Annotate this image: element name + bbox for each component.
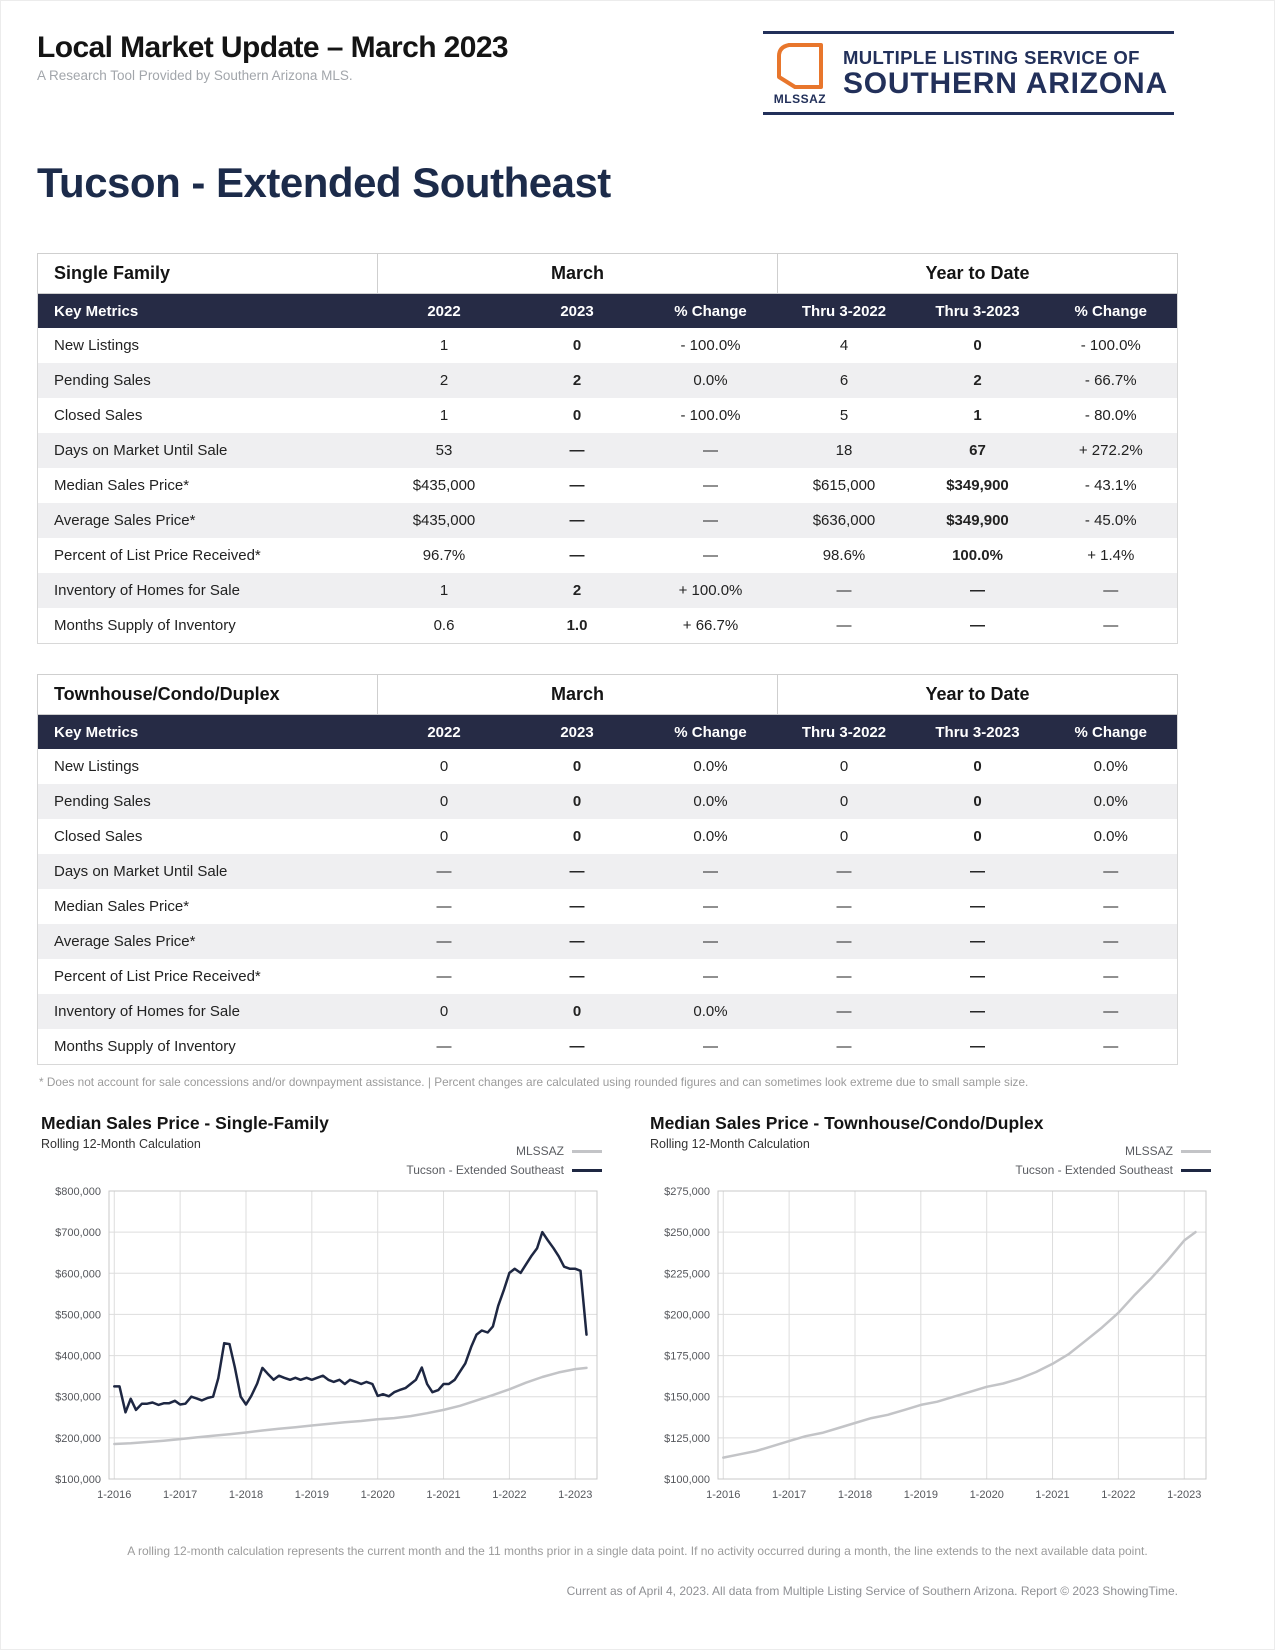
table-row <box>38 784 1178 819</box>
metric-value: 0.0% <box>1093 793 1128 810</box>
metric-value: — <box>970 968 985 985</box>
legend-line-swatch <box>572 1169 602 1172</box>
column-header: Thru 3-2023 <box>911 294 1045 329</box>
chart-title: Median Sales Price - Townhouse/Condo/Duplex <box>650 1113 1044 1133</box>
metric-value: — <box>703 1038 718 1055</box>
logo-line1: MULTIPLE LISTING SERVICE OF <box>842 47 1140 69</box>
metric-value: — <box>569 1038 585 1055</box>
legend-line-swatch <box>572 1150 602 1153</box>
report-header-left <box>37 31 508 83</box>
table-row <box>38 433 1178 468</box>
metric-value: — <box>836 933 852 950</box>
metric-value: — <box>436 1038 452 1055</box>
metric-value: 0.6 <box>433 617 455 634</box>
svg-text:$800,000: $800,000 <box>55 1186 101 1198</box>
metric-value: — <box>569 863 585 880</box>
column-header: 2022 <box>378 294 511 329</box>
table-row <box>38 573 1178 608</box>
metric-label: Percent of List Price Received* <box>54 547 261 564</box>
svg-text:$100,000: $100,000 <box>664 1474 710 1486</box>
metric-value: — <box>569 968 585 985</box>
column-header: 2023 <box>511 294 644 329</box>
metric-value: $636,000 <box>812 512 876 529</box>
metric-value: 53 <box>435 442 453 459</box>
metric-value: — <box>970 933 985 950</box>
chart-head <box>41 1113 606 1179</box>
column-group-header: Year to Date <box>778 254 1178 294</box>
metric-value: 0 <box>572 1003 582 1020</box>
metric-value: 0.0% <box>1093 758 1128 775</box>
svg-text:$150,000: $150,000 <box>664 1391 710 1404</box>
metric-value: — <box>1103 968 1119 985</box>
logo-abbr: MLSSAZ <box>773 92 827 106</box>
svg-text:1-2017: 1-2017 <box>771 1489 807 1501</box>
table-row <box>38 468 1178 503</box>
metric-value: — <box>703 898 718 915</box>
table-row <box>38 538 1178 573</box>
metric-value: — <box>836 898 852 915</box>
column-header: Key Metrics <box>38 294 378 329</box>
column-header: Thru 3-2022 <box>778 294 911 329</box>
metric-value: 5 <box>839 407 849 424</box>
table-footnote: * Does not account for sale concessions and/or downpayment assistance. | Percent changes are calculated using rounded figures and can sometimes look extreme due to small sample size. <box>39 1075 1029 1089</box>
chart-single-family <box>41 1113 606 1524</box>
table-row <box>38 1029 1178 1065</box>
metric-value: 0 <box>439 793 449 810</box>
column-header: Thru 3-2022 <box>778 715 911 750</box>
svg-text:1-2021: 1-2021 <box>426 1489 461 1501</box>
metric-value: 0 <box>839 828 849 845</box>
metric-value: 0 <box>572 337 582 354</box>
metric-value: — <box>569 898 585 915</box>
rolling-calculation-note: A rolling 12-month calculation represents the current month and the 11 months prior in a single data point. If no activity occurred during a month, the line extends to the next available data point. <box>127 1544 1148 1558</box>
metric-value: $435,000 <box>412 512 476 529</box>
table-row <box>38 398 1178 433</box>
metric-label: Closed Sales <box>54 828 143 845</box>
legend-entry-mlssaz <box>406 1144 602 1158</box>
table-row <box>38 994 1178 1029</box>
metric-value: — <box>436 968 452 985</box>
metric-value: + 66.7% <box>682 617 739 634</box>
column-header: 2022 <box>378 715 511 750</box>
metric-value: - 100.0% <box>680 407 741 424</box>
metric-value: 2 <box>572 372 582 389</box>
svg-text:1-2017: 1-2017 <box>162 1489 198 1501</box>
metric-value: — <box>569 547 585 564</box>
metric-label: Closed Sales <box>54 407 143 424</box>
metric-value: 2 <box>973 372 982 389</box>
metric-value: — <box>1103 898 1119 915</box>
metric-label: Pending Sales <box>54 372 151 389</box>
table-row <box>38 889 1178 924</box>
metric-label: New Listings <box>54 337 140 354</box>
svg-text:1-2020: 1-2020 <box>969 1489 1004 1501</box>
metric-value: 2 <box>572 582 582 599</box>
metric-value: - 100.0% <box>680 337 741 354</box>
metric-value: 96.7% <box>422 547 466 564</box>
svg-text:1-2018: 1-2018 <box>228 1489 264 1501</box>
metric-value: — <box>703 968 718 985</box>
median-price-chart-townhouse-condo-duplex <box>650 1179 1215 1524</box>
metric-value: — <box>970 1003 985 1020</box>
metric-value: 1 <box>439 582 449 599</box>
svg-text:$275,000: $275,000 <box>664 1186 710 1198</box>
metric-value: — <box>970 617 985 634</box>
svg-text:$400,000: $400,000 <box>55 1350 101 1363</box>
metric-value: 0.0% <box>1093 828 1128 845</box>
metric-value: — <box>703 477 718 494</box>
logo-line2: SOUTHERN ARIZONA <box>842 67 1168 101</box>
metric-value: 0 <box>973 337 982 354</box>
table-row <box>38 363 1178 398</box>
metric-value: — <box>703 863 718 880</box>
legend-entry-tucson <box>1015 1163 1211 1177</box>
metric-value: — <box>436 898 452 915</box>
chart-head <box>650 1113 1215 1179</box>
charts-row <box>41 1113 1274 1524</box>
metric-value: — <box>569 477 585 494</box>
metric-value: 67 <box>969 442 986 459</box>
section-label: Single Family <box>38 254 378 294</box>
metric-value: 0 <box>572 407 582 424</box>
svg-text:$200,000: $200,000 <box>55 1432 101 1445</box>
metric-label: Average Sales Price* <box>54 933 196 950</box>
metric-value: — <box>1103 582 1119 599</box>
column-header: Thru 3-2023 <box>911 715 1045 750</box>
svg-text:1-2016: 1-2016 <box>97 1489 132 1501</box>
metric-value: — <box>703 933 718 950</box>
chart-subtitle: Rolling 12-Month Calculation <box>650 1137 810 1151</box>
metric-label: Months Supply of Inventory <box>54 617 236 634</box>
metric-value: 1.0 <box>566 617 588 634</box>
metric-value: 100.0% <box>952 547 1003 564</box>
legend-label: Tucson - Extended Southeast <box>1015 1163 1173 1177</box>
metric-label: Median Sales Price* <box>54 898 190 915</box>
svg-text:1-2020: 1-2020 <box>360 1489 395 1501</box>
metric-value: — <box>436 933 452 950</box>
table-row <box>38 924 1178 959</box>
svg-text:1-2023: 1-2023 <box>558 1489 593 1501</box>
column-header: % Change <box>644 715 778 750</box>
svg-text:1-2018: 1-2018 <box>837 1489 873 1501</box>
table-row <box>38 854 1178 889</box>
metric-label: Inventory of Homes for Sale <box>54 1003 240 1020</box>
legend-label: MLSSAZ <box>1124 1144 1173 1158</box>
metric-value: - 43.1% <box>1084 477 1137 494</box>
metric-label: Months Supply of Inventory <box>54 1038 236 1055</box>
column-header: 2023 <box>511 715 644 750</box>
metric-value: — <box>1103 617 1119 634</box>
metric-value: 0 <box>839 758 849 775</box>
legend-line-swatch <box>1181 1169 1211 1172</box>
column-group-header: Year to Date <box>778 675 1178 715</box>
metric-value: 0 <box>572 828 582 845</box>
metric-value: - 80.0% <box>1084 407 1137 424</box>
metric-value: 0.0% <box>693 828 728 845</box>
report-header <box>1 1 1274 115</box>
table-row <box>38 959 1178 994</box>
section-label: Townhouse/Condo/Duplex <box>38 675 378 715</box>
svg-text:1-2016: 1-2016 <box>706 1489 741 1501</box>
metric-value: — <box>836 1003 852 1020</box>
metric-label: Percent of List Price Received* <box>54 968 261 985</box>
report-title: Local Market Update – March 2023 <box>37 31 508 64</box>
chart-title: Median Sales Price - Single-Family <box>41 1113 329 1133</box>
metric-value: — <box>436 863 452 880</box>
svg-text:$700,000: $700,000 <box>55 1227 101 1240</box>
svg-text:$200,000: $200,000 <box>664 1309 710 1322</box>
metric-value: - 100.0% <box>1080 337 1141 354</box>
metric-value: — <box>836 617 852 634</box>
metric-value: — <box>569 512 585 529</box>
table-row <box>38 819 1178 854</box>
report-subtitle: A Research Tool Provided by Southern Arizona MLS. <box>37 68 353 83</box>
metric-value: — <box>970 1038 985 1055</box>
chart-townhouse-condo-duplex <box>650 1113 1215 1524</box>
chart-legend <box>1015 1139 1211 1177</box>
metric-value: 0 <box>439 828 449 845</box>
metric-value: 0.0% <box>693 372 728 389</box>
metric-value: — <box>970 582 985 599</box>
svg-text:1-2021: 1-2021 <box>1035 1489 1070 1501</box>
metric-value: — <box>703 547 718 564</box>
svg-text:$300,000: $300,000 <box>55 1391 101 1404</box>
metric-value: 0 <box>973 793 982 810</box>
table-row <box>38 749 1178 784</box>
legend-entry-mlssaz <box>1015 1144 1211 1158</box>
metric-value: - 45.0% <box>1084 512 1137 529</box>
townhouse-condo-duplex-table <box>37 674 1178 1065</box>
column-header: % Change <box>644 294 778 329</box>
metric-value: - 66.7% <box>1084 372 1137 389</box>
metric-value: 6 <box>839 372 849 389</box>
metric-label: New Listings <box>54 758 140 775</box>
svg-text:$100,000: $100,000 <box>55 1474 101 1486</box>
logo-icon-column <box>769 41 831 106</box>
metric-value: $615,000 <box>812 477 876 494</box>
metric-label: Days on Market Until Sale <box>54 863 228 880</box>
metric-value: + 100.0% <box>678 582 743 599</box>
chart-titles <box>41 1113 329 1151</box>
svg-text:1-2019: 1-2019 <box>903 1489 938 1501</box>
legend-entry-tucson <box>406 1163 602 1177</box>
metric-label: Days on Market Until Sale <box>54 442 228 459</box>
metric-value: — <box>569 933 585 950</box>
metric-label: Median Sales Price* <box>54 477 190 494</box>
legend-label: Tucson - Extended Southeast <box>406 1163 564 1177</box>
arizona-outline-icon <box>775 41 825 91</box>
column-header: % Change <box>1045 715 1178 750</box>
metric-value: $349,900 <box>946 512 1009 529</box>
metric-value: — <box>703 512 718 529</box>
column-header: Key Metrics <box>38 715 378 750</box>
table-row <box>38 328 1178 363</box>
svg-text:1-2019: 1-2019 <box>294 1489 329 1501</box>
metric-value: 4 <box>839 337 849 354</box>
metric-value: 2 <box>439 372 449 389</box>
svg-text:$225,000: $225,000 <box>664 1268 710 1281</box>
metric-label: Inventory of Homes for Sale <box>54 582 240 599</box>
metric-value: $349,900 <box>946 477 1009 494</box>
svg-text:1-2022: 1-2022 <box>492 1489 527 1501</box>
svg-text:$125,000: $125,000 <box>664 1432 710 1445</box>
metric-value: — <box>1103 1038 1119 1055</box>
metric-value: 1 <box>439 337 449 354</box>
metric-value: — <box>1103 863 1119 880</box>
logo-text <box>843 47 1168 100</box>
metric-value: 0 <box>439 758 449 775</box>
metric-value: 0 <box>439 1003 449 1020</box>
metric-value: 0.0% <box>693 793 728 810</box>
chart-titles <box>650 1113 1044 1151</box>
svg-text:1-2022: 1-2022 <box>1101 1489 1136 1501</box>
metric-value: 98.6% <box>822 547 866 564</box>
metric-value: — <box>1103 933 1119 950</box>
metric-value: 1 <box>439 407 449 424</box>
metric-value: — <box>836 582 852 599</box>
metric-value: — <box>836 1038 852 1055</box>
metric-value: — <box>703 442 718 459</box>
metric-value: 0 <box>973 828 982 845</box>
metric-value: 0 <box>839 793 849 810</box>
metric-value: 0 <box>572 793 582 810</box>
metric-value: 1 <box>973 407 982 424</box>
metric-value: 0.0% <box>693 758 728 775</box>
metric-value: — <box>970 898 985 915</box>
median-price-chart-single-family <box>41 1179 606 1524</box>
svg-text:$600,000: $600,000 <box>55 1268 101 1281</box>
metric-value: + 272.2% <box>1078 442 1143 459</box>
svg-text:$175,000: $175,000 <box>664 1350 710 1363</box>
metric-value: 0.0% <box>693 1003 728 1020</box>
table-row <box>38 503 1178 538</box>
column-group-header: March <box>378 675 778 715</box>
metric-value: 18 <box>835 442 853 459</box>
svg-text:$500,000: $500,000 <box>55 1309 101 1322</box>
column-header: % Change <box>1045 294 1178 329</box>
column-group-header: March <box>378 254 778 294</box>
metric-value: — <box>569 442 585 459</box>
metric-value: — <box>836 863 852 880</box>
page-title: Tucson - Extended Southeast <box>37 159 611 206</box>
legend-label: MLSSAZ <box>515 1144 564 1158</box>
metric-value: 0 <box>572 758 582 775</box>
metric-label: Pending Sales <box>54 793 151 810</box>
mlssaz-logo <box>763 31 1174 115</box>
table-row <box>38 608 1178 644</box>
metric-value: — <box>970 863 985 880</box>
chart-legend <box>406 1139 602 1177</box>
single-family-table <box>37 253 1178 644</box>
metric-value: 0 <box>973 758 982 775</box>
report-footer: Current as of April 4, 2023. All data from Multiple Listing Service of Southern Arizona. Report © 2023 ShowingTime. <box>566 1584 1178 1598</box>
metric-value: — <box>1103 1003 1119 1020</box>
metric-label: Average Sales Price* <box>54 512 196 529</box>
svg-text:$250,000: $250,000 <box>664 1227 710 1240</box>
metric-value: $435,000 <box>412 477 476 494</box>
legend-line-swatch <box>1181 1150 1211 1153</box>
chart-subtitle: Rolling 12-Month Calculation <box>41 1137 201 1151</box>
metric-value: — <box>836 968 852 985</box>
svg-text:1-2023: 1-2023 <box>1167 1489 1202 1501</box>
metric-value: + 1.4% <box>1087 547 1135 564</box>
